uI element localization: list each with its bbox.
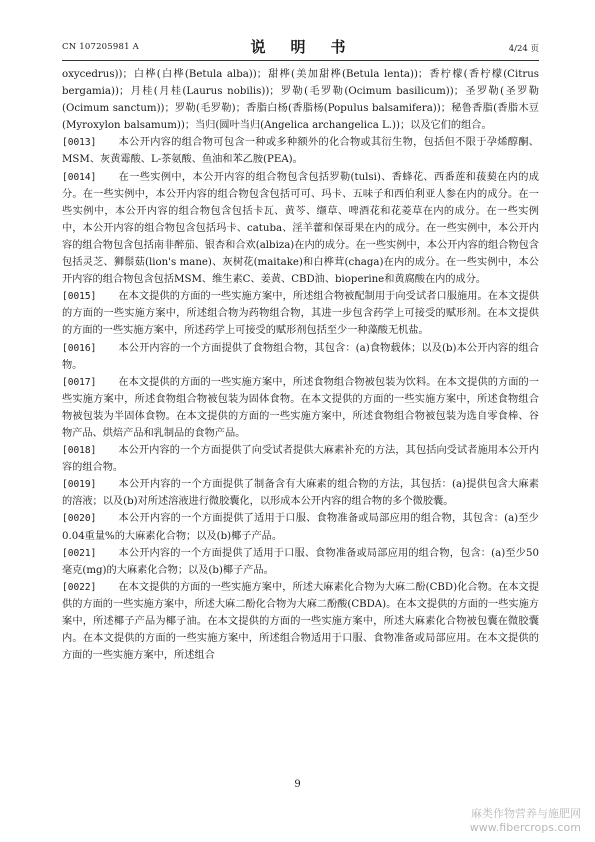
watermark-site-name: 麻类作物营养与施肥网 [471, 807, 581, 820]
paragraph-text: 本公开内容的一个方面提供了制备含有大麻素的组合物的方法，其包括：(a)提供包含大麻素的溶液；以及(b)对所述溶液进行微胶囊化，以形成本公开内容的组合物的多个微胶囊。 [62, 479, 539, 508]
paragraph-text: 在本文提供的方面的一些实施方案中，所述组合物被配制用于向受试者口服施用。在本文提供的方面的一些实施方案中，所述组合物为药物组合物，其进一步包含药学上可接受的赋形剂。在本文提供的方面的一些实施方案中，所述药学上可接受的赋形剂包括至少一种藻酸无机盐。 [62, 291, 539, 337]
paragraph-number: [0016] [62, 342, 97, 354]
paragraph-text: 本公开内容的一个方面提供了适用于口服、食物准备或局部应用的组合物，其包含：(a)至少0.04重量%的大麻素化合物；以及(b)椰子产品。 [62, 513, 539, 542]
page-title: 说 明 书 [250, 38, 351, 56]
document-id: CN 107205981 A [62, 42, 139, 52]
paragraph [62, 340, 539, 374]
paragraph-text: 在一些实例中，本公开内容的组合物包含包括罗勒(tulsi)、香蜂花、西番莲和菝葜在内的成分。在一些实例中，本公开内容的组合物包含包括可可、玛卡、五味子和西伯利亚人参在内的成分。在一些实例中，本公开内容的组合物包含包括卡瓦、黄芩、缬草、啤酒花和花菱草在内的成分。在一些实例中，本公开内容的组合物包含包括玛卡、catuba、淫羊藿和保哥果在内的成分。在一些实例中，本公开内容的组合物包含包括南非醉茄、银杏和合欢(albiza)在内的成分。在一些实例中，本公开内容的组合物包含包括灵芝、狮鬃菇(lion's mane)、灰树花(maitake)和白桦茸(chaga)在内的成分。在一些实例中，本公开内容的组合物包含包括MSM、维生素C、姜黄、CBD油、bioperine和黄腐酸在内的成分。 [62, 171, 539, 286]
watermark-url: www.fibercrops.com [469, 821, 581, 834]
paragraph-number: [0017] [62, 376, 97, 388]
paragraph-number: [0018] [62, 445, 97, 457]
page-number: 9 [294, 779, 301, 790]
document-body [62, 66, 539, 664]
paragraph-text: 本公开内容的一个方面提供了向受试者提供大麻素补充的方法，其包括向受试者施用本公开内容的组合物。 [62, 445, 539, 474]
page-counter: 4/24 页 [508, 44, 539, 54]
paragraph-text: 在本文提供的方面的一些实施方案中，所述食物组合物被包装为饮料。在本文提供的方面的一些实施方案中，所述食物组合物被包装为固体食物。在本文提供的方面的一些实施方案中，所述食物组合物被包装为半固体食物。在本文提供的方面的一些实施方案中，所述食物组合物被包装为选自零食棒、谷物产品、烘焙产品和乳制品的食物产品。 [62, 376, 539, 439]
paragraph [62, 442, 539, 476]
paragraph [62, 288, 539, 339]
paragraph [62, 66, 539, 134]
paragraph-number: [0014] [62, 171, 97, 183]
paragraph [62, 545, 539, 579]
site-watermark [470, 805, 581, 834]
paragraph [62, 476, 539, 510]
paragraph-number: [0013] [62, 137, 97, 149]
page-header [62, 36, 539, 56]
paragraph-text: 本公开内容的一个方面提供了适用于口服、食物准备或局部应用的组合物，包含：(a)至少50毫克(mg)的大麻素化合物；以及(b)椰子产品。 [62, 547, 539, 576]
paragraph-text: 本公开内容的组合物可包含一种或多种额外的化合物或其衍生物，包括但不限于孕烯醇酮、MSM、灰黄霉酸、L-茶氨酸、鱼油和苯乙胺(PEA)。 [62, 137, 539, 166]
header-rule [62, 60, 539, 61]
paragraph-number: [0015] [62, 291, 97, 303]
paragraph-number: [0021] [62, 547, 97, 559]
paragraph-number: [0019] [62, 479, 97, 491]
paragraph [62, 169, 539, 289]
paragraph-text: 在本文提供的方面的一些实施方案中，所述大麻素化合物为大麻二酚(CBD)化合物。在本文提供的方面的一些实施方案中，所述大麻二酚化合物为大麻二酚酸(CBDA)。在本文提供的方面的一些实施方案中，所述椰子产品为椰子油。在本文提供的方面的一些实施方案中，所述大麻素化合物被包囊在微胶囊内。在本文提供的方面的一些实施方案中，所述组合物适用于口服、食物准备或局部应用。在本文提供的方面的一些实施方案中，所述组合 [62, 581, 539, 662]
paragraph [62, 134, 539, 168]
paragraph-text: oxycedrus))；白桦(白桦(Betula alba))；甜桦(美加甜桦(Betula lenta))；香柠檬(香柠檬(Citrus bergamia))；月桂(月桂(Laurus nobilis))；罗勒(毛罗勒(Ocimum basilicum))；圣罗勒(圣罗勒(Ocimum sanctum))；罗勒(毛罗勒)；香脂白杨(香脂杨(Populus balsamifera))；秘鲁香脂(香脂木豆(Myroxylon balsamum))；当归(圆叶当归(Angelica archangelica L.))；以及它们的组合。 [62, 69, 539, 132]
paragraph-text: 本公开内容的一个方面提供了食物组合物，其包含：(a)食物载体；以及(b)本公开内容的组合物。 [62, 342, 539, 371]
paragraph [62, 510, 539, 544]
paragraph-number: [0022] [62, 581, 97, 593]
paragraph [62, 579, 539, 664]
paragraph [62, 374, 539, 442]
paragraph-number: [0020] [62, 513, 97, 525]
